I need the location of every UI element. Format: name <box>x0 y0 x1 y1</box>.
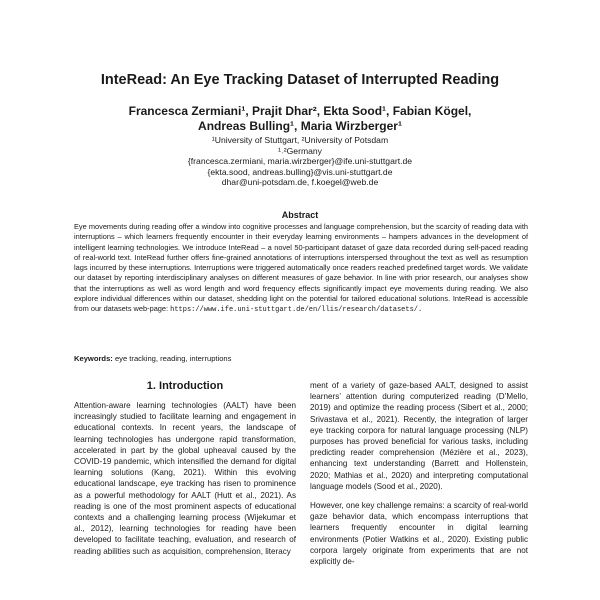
section-heading-introduction: 1. Introduction <box>146 380 224 392</box>
left-column <box>74 400 296 557</box>
author-list <box>0 104 600 134</box>
email-line-1: {francesca.zermiani, maria.wirzberger}@ife.uni-stuttgart.de <box>187 156 413 167</box>
intro-paragraph-2: ment of a variety of gaze-based AALT, designed to assist learners’ attention during computerized reading (D’Mello, 2019) and optimize the reading process (Sibert et al., 2000; Srivastava et al., 2021). Recently, the integration of larger eye tracking corpora for natural language processing (NLP) purposes has proved beneficial for various tasks, including predicting reader comprehension (Mézière et al., 2023), enhancing text understanding (Barrett and Hollenstein, 2020; Mathias et al., 2020) and interpreting computational language models (Sood et al., 2020). <box>310 381 528 491</box>
intro-paragraph-3: However, one key challenge remains: a scarcity of real-world gaze behavior data, which encompass interruptions that learners frequently encounter in digital learning environments (Potier Watkins et al., 2020). Existing public corpora largely originate from experiments that are not explicitly de- <box>310 501 528 567</box>
abstract-body <box>74 222 528 316</box>
affiliations <box>0 135 600 188</box>
affiliation-line-2: ¹˒²Germany <box>278 145 322 156</box>
right-column <box>310 380 528 567</box>
paper-title: InteRead: An Eye Tracking Dataset of Interrupted Reading <box>100 72 500 88</box>
keywords <box>74 354 528 363</box>
dataset-url-link[interactable]: https://www.ife.uni-stuttgart.de/en/llis/research/datasets/. <box>170 306 423 315</box>
email-line-2: {ekta.sood, andreas.bulling}@vis.uni-stuttgart.de <box>207 166 393 177</box>
keywords-label: Keywords: <box>74 354 113 363</box>
abstract-text: Eye movements during reading offer a window into cognitive processes and language comprehension, but the scarcity of reading data with interruptions – which learners frequently encounter in their everyday learning environments – hampers advances in the development of intelligent learning technologies. We introduce InteRead – a novel 50-participant dataset of gaze data recorded during self-paced reading of real-world text. InteRead further offers fine-grained annotations of interruptions interspersed throughout the text as well as resumption lags incurred by these interruptions. Interruptions were triggered automatically once readers reached predefined target words. We validate our dataset by reporting interdisciplinary analyses on different measures of gaze behavior. In line with prior research, our analyses show that the interruptions as well as word length and word frequency effects significantly impact eye movements during reading. We also explore individual differences within our dataset, shedding light on the potential for tailored educational solutions. InteRead is accessible from our datasets web-page: <box>74 222 528 314</box>
abstract-heading: Abstract <box>281 210 319 220</box>
authors-line-1: Francesca Zermiani¹, Prajit Dhar², Ekta Sood¹, Fabian Kögel, <box>128 104 472 118</box>
authors-line-2: Andreas Bulling¹, Maria Wirzberger¹ <box>198 119 402 133</box>
intro-paragraph-1: Attention-aware learning technologies (AALT) have been increasingly studied to facilitate learning and engagement in educational contexts. In recent years, the landscape of learning technologies has undergone rapid transformation, accelerated in part by the global upheaval caused by the COVID-19 pandemic, which intensified the demand for digital learning solutions (Kang, 2021). Within this evolving educational landscape, eye tracking has risen to prominence as a powerful methodology for AALT (Hutt et al., 2021). As reading is one of the most prominent aspects of educational contexts and a challenging learning process (Wijekumar et al., 2012), learning technologies for reading have been developed to facilitate teaching, evaluation, and research of reading abilities such as acquisition, comprehension, literacy <box>74 401 296 556</box>
affiliation-line-1: ¹University of Stuttgart, ²University of Potsdam <box>211 135 389 145</box>
keywords-value: eye tracking, reading, interruptions <box>114 354 232 363</box>
email-line-3: dhar@uni-potsdam.de, f.koegel@web.de <box>221 177 379 188</box>
